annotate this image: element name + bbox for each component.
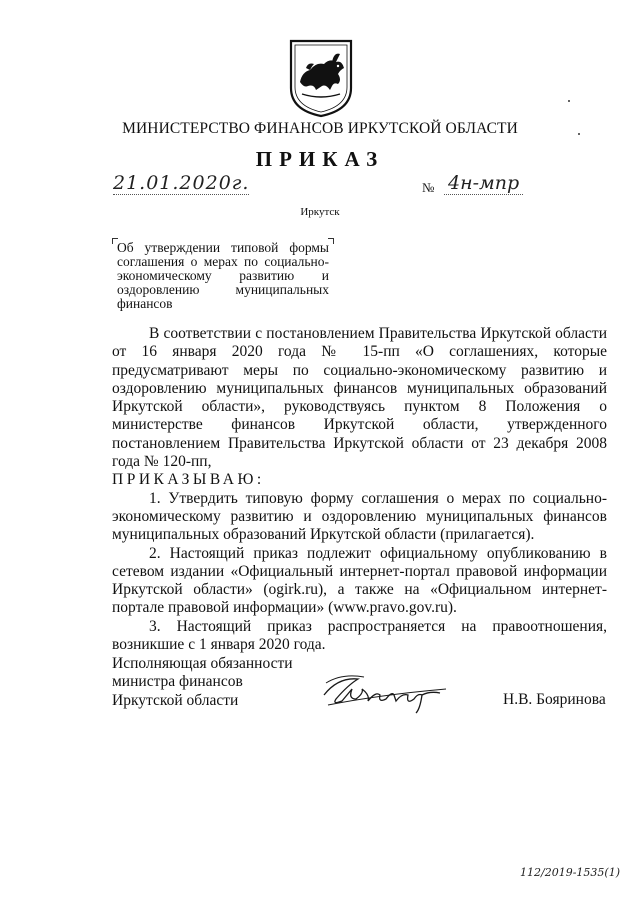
order-subject: Об утверждении типовой формы соглашения о мерах по социально-экономическому развитию и оздоровлению муниципальных финансов [117,240,329,311]
order-directive-word: ПРИКАЗЫВАЮ: [112,471,265,489]
signatory-position [112,655,293,710]
position-line-2: министра финансов [112,673,243,691]
position-line-1: Исполняющая обязанности [112,655,293,672]
city-name: Иркутск [300,206,340,218]
order-number-label: № [422,180,435,195]
order-item-1: 1. Утвердить типовую форму соглашения о мерах по социально-экономическому развитию и оздоровлению муниципальных финансов муниципальных образований Иркутской области (прилагается). [112,489,607,544]
order-date: 21.01.2020г. [113,172,250,194]
document-type-title: ПРИКАЗ [255,147,385,171]
position-line-3: Иркутской области [112,691,239,709]
order-item-2: 2. Настоящий приказ подлежит официальному опубликованию в сетевом издании «Официальный интернет-портал правовой информации Иркутской области» (ogirk.ru), а также на «Официальном интернет-портале правовой информации» (www.pravo.gov.ru). [112,544,607,617]
coat-of-arms-icon [288,38,354,118]
scan-speck [568,100,570,102]
handwritten-registration-mark: 112/2019-1535(1) [520,866,620,879]
preamble-paragraph: В соответствии с постановлением Правительства Иркутской области от 16 января 2020 года № 15-пп «О соглашениях, которые предусматривают меры по социально-экономическому развитию и оздоровлению муниципальных финансов муниципальных образований Иркутской области», руководствуясь пунктом 8 Положения о министерстве финансов Иркутской области, утвержденного постановлением Правительства Иркутской области от 23 декабря 2008 года № 120-пп, [112,325,607,471]
signature-scribble [318,665,458,717]
signer-name: Н.В. Бояринова [503,691,606,708]
order-body [112,325,607,654]
ministry-name: МИНИСТЕРСТВО ФИНАНСОВ ИРКУТСКОЙ ОБЛАСТИ [122,120,518,137]
order-item-3: 3. Настоящий приказ распространяется на правоотношения, возникшие с 1 января 2020 года. [112,617,607,654]
order-number: 4н-мпр [444,172,523,195]
scan-speck [578,133,580,135]
